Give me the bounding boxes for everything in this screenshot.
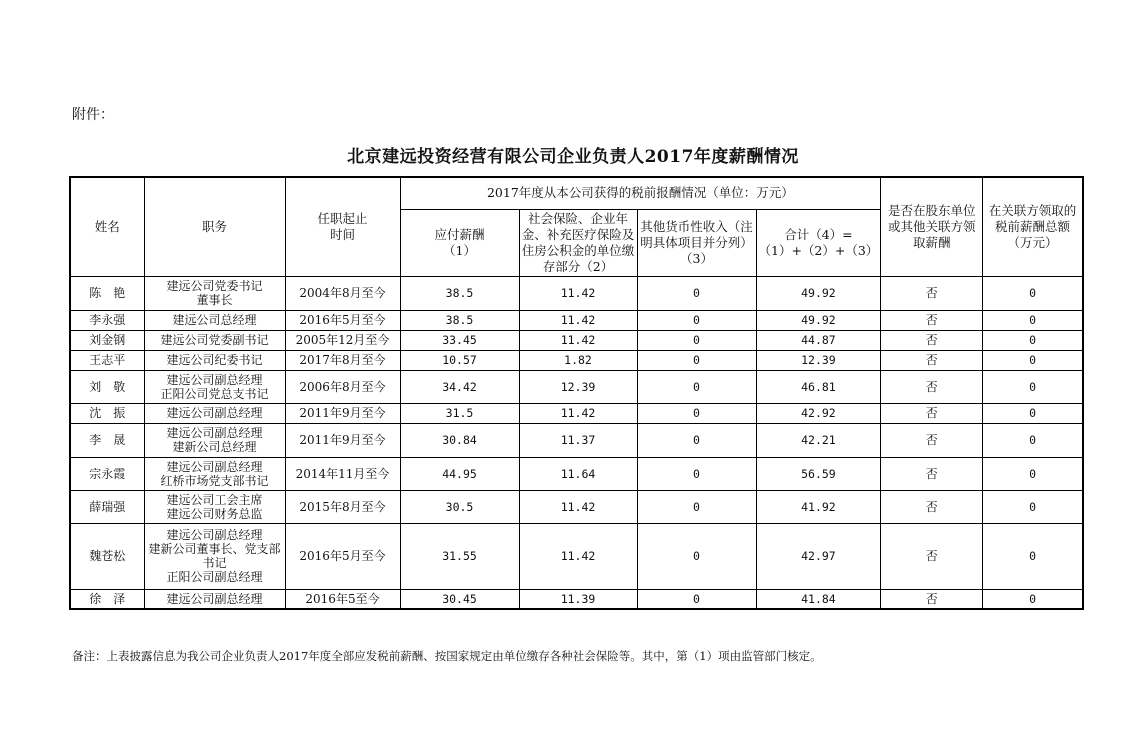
cell-insurance: 11.42 (519, 330, 637, 350)
cell-related-total: 0 (983, 350, 1083, 370)
header-insurance: 社会保险、企业年金、补充医疗保险及住房公积金的单位缴存部分（2） (519, 209, 637, 276)
cell-other: 0 (637, 403, 756, 423)
cell-other: 0 (637, 330, 756, 350)
cell-name: 沈 振 (70, 403, 144, 423)
header-tenure: 任职起止 时间 (285, 177, 400, 276)
cell-pay: 30.84 (400, 423, 519, 457)
cell-pay: 44.95 (400, 457, 519, 490)
header-other: 其他货币性收入（注明具体项目并分列）（3） (637, 209, 756, 276)
cell-tenure: 2014年11月至今 (285, 457, 400, 490)
cell-pay: 33.45 (400, 330, 519, 350)
cell-related: 否 (881, 330, 983, 350)
cell-name: 李 晟 (70, 423, 144, 457)
cell-name: 刘 敬 (70, 370, 144, 403)
cell-insurance: 11.42 (519, 523, 637, 589)
cell-pay: 34.42 (400, 370, 519, 403)
cell-tenure: 2017年8月至今 (285, 350, 400, 370)
cell-pay: 38.5 (400, 310, 519, 330)
header-related-total: 在关联方领取的税前薪酬总额（万元） (983, 177, 1083, 276)
cell-related-total: 0 (983, 310, 1083, 330)
cell-related: 否 (881, 457, 983, 490)
cell-related: 否 (881, 423, 983, 457)
cell-tenure: 2016年5月至今 (285, 310, 400, 330)
cell-related-total: 0 (983, 370, 1083, 403)
cell-other: 0 (637, 370, 756, 403)
header-total: 合计（4）=（1）+（2）+（3） (756, 209, 881, 276)
table-row (70, 423, 1083, 457)
cell-insurance: 11.42 (519, 276, 637, 310)
cell-name: 徐 泽 (70, 589, 144, 609)
cell-position: 建远公司工会主席 建远公司财务总监 (144, 490, 285, 523)
cell-total: 42.21 (756, 423, 881, 457)
cell-other: 0 (637, 350, 756, 370)
cell-other: 0 (637, 523, 756, 589)
cell-pay: 30.5 (400, 490, 519, 523)
footnote: 备注：上表披露信息为我公司企业负责人2017年度全部应发税前薪酬、按国家规定由单位缴存各种社会保险等。其中，第（1）项由监管部门核定。 (72, 649, 822, 663)
cell-related-total: 0 (983, 589, 1083, 609)
cell-position: 建远公司副总经理 建新公司总经理 (144, 423, 285, 457)
header-name: 姓名 (70, 177, 144, 276)
cell-name: 宗永霞 (70, 457, 144, 490)
cell-total: 41.92 (756, 490, 881, 523)
header-position: 职务 (144, 177, 285, 276)
cell-related: 否 (881, 589, 983, 609)
table-row (70, 523, 1083, 589)
header-related: 是否在股东单位或其他关联方领取薪酬 (881, 177, 983, 276)
cell-related-total: 0 (983, 423, 1083, 457)
cell-tenure: 2015年8月至今 (285, 490, 400, 523)
cell-other: 0 (637, 423, 756, 457)
cell-insurance: 11.42 (519, 490, 637, 523)
cell-insurance: 11.64 (519, 457, 637, 490)
table-row (70, 330, 1083, 350)
cell-other: 0 (637, 490, 756, 523)
cell-insurance: 1.82 (519, 350, 637, 370)
cell-related-total: 0 (983, 330, 1083, 350)
cell-position: 建远公司副总经理 红桥市场党支部书记 (144, 457, 285, 490)
table-row (70, 490, 1083, 523)
cell-name: 陈 艳 (70, 276, 144, 310)
cell-position: 建远公司副总经理 正阳公司党总支书记 (144, 370, 285, 403)
table-row (70, 370, 1083, 403)
cell-related-total: 0 (983, 276, 1083, 310)
cell-tenure: 2016年5月至今 (285, 523, 400, 589)
cell-related-total: 0 (983, 490, 1083, 523)
attachment-label: 附件： (72, 107, 114, 123)
cell-insurance: 11.42 (519, 310, 637, 330)
cell-name: 王志平 (70, 350, 144, 370)
cell-total: 56.59 (756, 457, 881, 490)
cell-related: 否 (881, 523, 983, 589)
cell-total: 46.81 (756, 370, 881, 403)
table-row (70, 310, 1083, 330)
cell-other: 0 (637, 276, 756, 310)
cell-position: 建远公司总经理 (144, 310, 285, 330)
table-row (70, 350, 1083, 370)
cell-total: 12.39 (756, 350, 881, 370)
cell-related-total: 0 (983, 457, 1083, 490)
cell-related: 否 (881, 350, 983, 370)
cell-name: 薛瑞强 (70, 490, 144, 523)
cell-total: 41.84 (756, 589, 881, 609)
cell-insurance: 11.37 (519, 423, 637, 457)
page-title: 北京建远投资经营有限公司企业负责人2017年度薪酬情况 (347, 147, 799, 167)
header-group: 2017年度从本公司获得的税前报酬情况（单位：万元） (400, 177, 881, 209)
cell-total: 42.97 (756, 523, 881, 589)
cell-tenure: 2011年9月至今 (285, 403, 400, 423)
cell-total: 42.92 (756, 403, 881, 423)
cell-position: 建远公司党委书记 董事长 (144, 276, 285, 310)
cell-insurance: 12.39 (519, 370, 637, 403)
header-pay: 应付薪酬 （1） (400, 209, 519, 276)
cell-insurance: 11.42 (519, 403, 637, 423)
table-row (70, 276, 1083, 310)
table-row (70, 403, 1083, 423)
cell-position: 建远公司副总经理 (144, 589, 285, 609)
table-row (70, 457, 1083, 490)
cell-pay: 31.55 (400, 523, 519, 589)
cell-total: 49.92 (756, 276, 881, 310)
cell-related: 否 (881, 310, 983, 330)
cell-position: 建远公司党委副书记 (144, 330, 285, 350)
cell-tenure: 2011年9月至今 (285, 423, 400, 457)
cell-related: 否 (881, 370, 983, 403)
cell-related: 否 (881, 403, 983, 423)
cell-tenure: 2016年5至今 (285, 589, 400, 609)
salary-table (69, 176, 1084, 610)
table-row (70, 589, 1083, 609)
cell-name: 李永强 (70, 310, 144, 330)
cell-pay: 38.5 (400, 276, 519, 310)
cell-total: 49.92 (756, 310, 881, 330)
cell-pay: 10.57 (400, 350, 519, 370)
cell-related-total: 0 (983, 523, 1083, 589)
cell-insurance: 11.39 (519, 589, 637, 609)
cell-tenure: 2004年8月至今 (285, 276, 400, 310)
cell-position: 建远公司纪委书记 (144, 350, 285, 370)
cell-position: 建远公司副总经理 (144, 403, 285, 423)
cell-other: 0 (637, 310, 756, 330)
cell-position: 建远公司副总经理 建新公司董事长、党支部书记 正阳公司副总经理 (144, 523, 285, 589)
cell-other: 0 (637, 457, 756, 490)
cell-total: 44.87 (756, 330, 881, 350)
cell-other: 0 (637, 589, 756, 609)
cell-tenure: 2005年12月至今 (285, 330, 400, 350)
cell-pay: 31.5 (400, 403, 519, 423)
cell-name: 魏苍松 (70, 523, 144, 589)
cell-tenure: 2006年8月至今 (285, 370, 400, 403)
cell-related-total: 0 (983, 403, 1083, 423)
cell-related: 否 (881, 276, 983, 310)
cell-related: 否 (881, 490, 983, 523)
cell-name: 刘金钢 (70, 330, 144, 350)
cell-pay: 30.45 (400, 589, 519, 609)
